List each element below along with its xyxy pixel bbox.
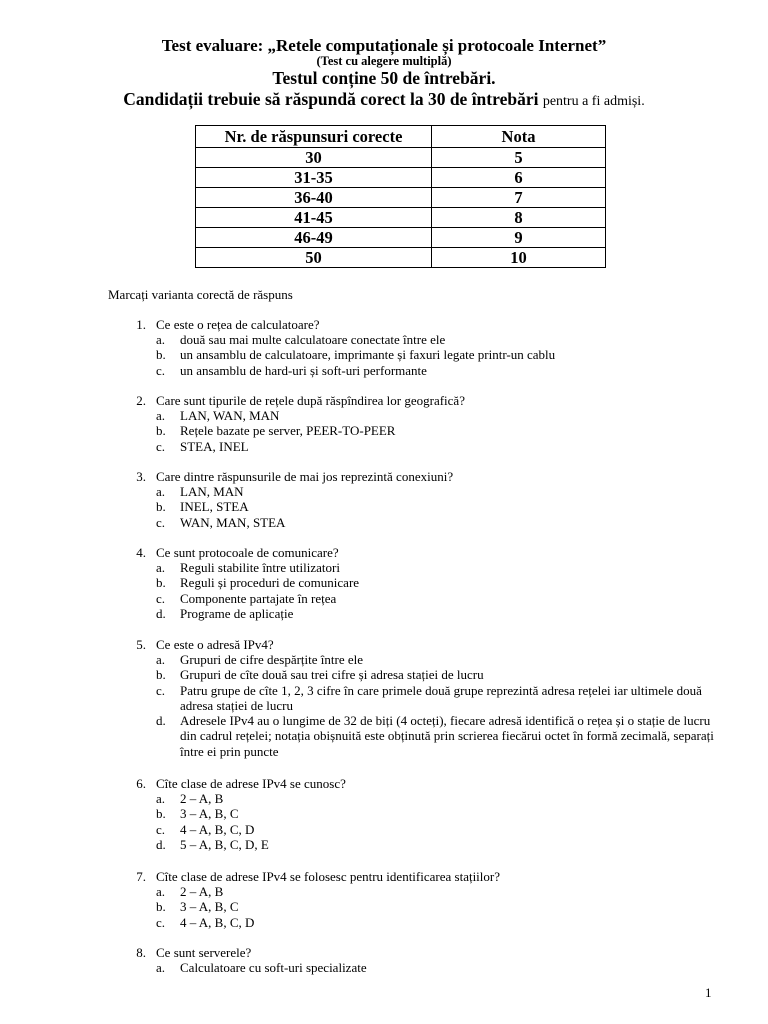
answer-option-letter: d. <box>156 836 166 852</box>
answer-option[interactable] <box>156 347 716 362</box>
answer-option-text: Componente partajate în rețea <box>180 590 337 606</box>
answer-option-text: Programe de aplicație <box>180 605 294 621</box>
answer-option[interactable] <box>156 899 716 914</box>
question-text: Cîte clase de adrese IPv4 se folosesc pentru identificarea stațiilor? <box>156 869 501 884</box>
answer-options <box>156 960 716 975</box>
answer-options <box>156 652 716 759</box>
answer-option-text: LAN, WAN, MAN <box>180 408 280 423</box>
answer-option[interactable] <box>156 591 716 606</box>
answer-option[interactable] <box>156 363 716 378</box>
answer-option-letter: b. <box>156 575 166 591</box>
grades-cell-correct-answers: 50 <box>196 248 432 268</box>
answer-option-text: 4 – A, B, C, D <box>180 821 255 837</box>
answer-option-letter: c. <box>156 362 166 378</box>
grades-cell-correct-answers: 36-40 <box>196 188 432 208</box>
grades-cell-grade: 10 <box>432 248 606 268</box>
answer-option[interactable] <box>156 683 716 714</box>
answer-options <box>156 560 716 621</box>
grades-table-row <box>196 208 606 228</box>
question-text: Care sunt tipurile de rețele după răspîndirea lor geografică? <box>156 393 465 408</box>
question-number: 6. <box>136 776 146 791</box>
answer-option-letter: b. <box>156 423 166 439</box>
page-number: 1 <box>705 985 712 1000</box>
question-count-line: Testul conține 50 de întrebări. <box>272 68 496 88</box>
answer-option-letter: a. <box>156 652 166 667</box>
answer-option-letter: c. <box>156 514 166 530</box>
question-text: Ce sunt serverele? <box>156 945 252 960</box>
answer-option-letter: c. <box>156 590 166 606</box>
answer-option-letter: b. <box>156 499 166 515</box>
grades-cell-grade: 6 <box>432 168 606 188</box>
answer-option[interactable] <box>156 960 716 975</box>
answer-options <box>156 332 716 378</box>
answer-option[interactable] <box>156 439 716 454</box>
grades-table-row <box>196 168 606 188</box>
answer-option-text: 3 – A, B, C <box>180 806 239 822</box>
grades-cell-grade: 9 <box>432 228 606 248</box>
answer-option-text: 3 – A, B, C <box>180 899 239 915</box>
answer-option-letter: b. <box>156 806 166 822</box>
grades-cell-grade: 7 <box>432 188 606 208</box>
answer-option-letter: a. <box>156 408 166 423</box>
question-number: 4. <box>136 545 146 560</box>
question-text: Care dintre răspunsurile de mai jos reprezintă conexiuni? <box>156 469 454 484</box>
answer-option-letter: c. <box>156 682 166 698</box>
answer-options <box>156 884 716 930</box>
admission-requirement-bold: Candidații trebuie să răspundă corect la 30 de întrebări <box>123 89 539 109</box>
answer-option[interactable] <box>156 423 716 438</box>
answer-option[interactable] <box>156 484 716 499</box>
answer-option[interactable] <box>156 667 716 682</box>
question-number: 7. <box>136 869 146 884</box>
answer-option[interactable] <box>156 606 716 621</box>
grades-table-row <box>196 228 606 248</box>
question-number: 5. <box>136 637 146 652</box>
answer-options <box>156 791 716 852</box>
question-text: Ce este o rețea de calculatoare? <box>156 317 320 332</box>
answer-option-text: Calculatoare cu soft-uri specializate <box>180 960 367 975</box>
answer-option[interactable] <box>156 560 716 575</box>
answer-option[interactable] <box>156 332 716 347</box>
answer-option-text: Rețele bazate pe server, PEER-TO-PEER <box>180 423 396 439</box>
answer-option-text: 2 – A, B <box>180 884 224 899</box>
grades-cell-correct-answers: 31-35 <box>196 168 432 188</box>
answer-option-letter: a. <box>156 484 166 499</box>
answer-option-letter: a. <box>156 791 166 806</box>
answer-option-text: LAN, MAN <box>180 484 244 499</box>
answer-option-text: Reguli și proceduri de comunicare <box>180 575 360 591</box>
grades-cell-correct-answers: 46-49 <box>196 228 432 248</box>
answer-option-letter: b. <box>156 899 166 915</box>
answer-option[interactable] <box>156 915 716 930</box>
answer-option-letter: c. <box>156 821 166 837</box>
answer-option-text: Patru grupe de cîte 1, 2, 3 cifre în care primele două grupe reprezintă adresa rețelei iar ultimele două adresa stației de lucru <box>180 682 702 713</box>
document-subtitle: (Test cu alegere multiplă) <box>316 54 452 68</box>
answer-option-letter: d. <box>156 605 166 621</box>
answer-option-text: 2 – A, B <box>180 791 224 806</box>
document-title: Test evaluare: „Retele computaționale și protocoale Internet” <box>161 36 607 55</box>
answer-option-letter: c. <box>156 914 166 930</box>
question-text: Ce sunt protocoale de comunicare? <box>156 545 339 560</box>
grades-table <box>195 125 606 268</box>
answer-option[interactable] <box>156 884 716 899</box>
question-number: 2. <box>136 393 146 408</box>
grades-cell-correct-answers: 30 <box>196 148 432 168</box>
question-text: Ce este o adresă IPv4? <box>156 637 274 652</box>
answer-option-text: un ansamblu de calculatoare, imprimante și faxuri legate printr-un cablu <box>180 347 556 363</box>
answer-option-letter: b. <box>156 347 166 363</box>
answer-option-text: STEA, INEL <box>180 438 249 454</box>
answer-option-text: Adresele IPv4 au o lungime de 32 de biți (4 octeți), fiecare adresă identifică o rețea și o stație de lucru din cadrul rețelei; notația obișnuită este obținută prin scrierea fiecărui octet în formă zecimală, separați între ei prin puncte <box>180 713 714 759</box>
grades-cell-grade: 8 <box>432 208 606 228</box>
question-number: 8. <box>136 945 146 960</box>
answer-option[interactable] <box>156 713 716 759</box>
answer-option[interactable] <box>156 408 716 423</box>
grades-table-row <box>196 188 606 208</box>
answer-option-letter: a. <box>156 332 166 347</box>
answer-option-text: WAN, MAN, STEA <box>180 514 286 530</box>
answer-option-letter: b. <box>156 667 166 683</box>
answer-option-text: Reguli stabilite între utilizatori <box>180 560 340 575</box>
answer-option-text: două sau mai multe calculatoare conectate între ele <box>180 332 446 347</box>
answer-option[interactable] <box>156 499 716 514</box>
answer-option[interactable] <box>156 515 716 530</box>
admission-requirement-tail: pentru a fi admiși. <box>542 94 645 109</box>
answer-option[interactable] <box>156 652 716 667</box>
answer-options <box>156 484 716 530</box>
instruction-text: Marcați varianta corectă de răspuns <box>108 287 293 302</box>
question-number: 1. <box>136 317 146 332</box>
answer-option-text: 5 – A, B, C, D, E <box>180 836 269 852</box>
answer-option-letter: a. <box>156 960 166 975</box>
question-text: Cîte clase de adrese IPv4 se cunosc? <box>156 776 346 791</box>
grades-header-correct-answers: Nr. de răspunsuri corecte <box>196 126 432 148</box>
admission-requirement-line <box>0 89 768 110</box>
answer-option-text: INEL, STEA <box>180 499 249 515</box>
answer-option[interactable] <box>156 791 716 806</box>
grades-header-grade: Nota <box>432 126 606 148</box>
answer-option-text: Grupuri de cîte două sau trei cifre și adresa stației de lucru <box>180 667 484 683</box>
answer-option[interactable] <box>156 822 716 837</box>
answer-option-text: 4 – A, B, C, D <box>180 914 255 930</box>
question-number: 3. <box>136 469 146 484</box>
answer-option[interactable] <box>156 806 716 821</box>
answer-option[interactable] <box>156 575 716 590</box>
grades-cell-grade: 5 <box>432 148 606 168</box>
answer-option[interactable] <box>156 837 716 852</box>
grades-table-row <box>196 148 606 168</box>
grades-table-row <box>196 248 606 268</box>
grades-cell-correct-answers: 41-45 <box>196 208 432 228</box>
answer-option-letter: d. <box>156 713 166 729</box>
answer-options <box>156 408 716 454</box>
grades-table-header-row <box>196 126 606 148</box>
answer-option-letter: c. <box>156 438 166 454</box>
answer-option-text: Grupuri de cifre despărțite între ele <box>180 652 363 667</box>
answer-option-letter: a. <box>156 560 166 575</box>
answer-option-letter: a. <box>156 884 166 899</box>
answer-option-text: un ansamblu de hard-uri și soft-uri performante <box>180 362 427 378</box>
